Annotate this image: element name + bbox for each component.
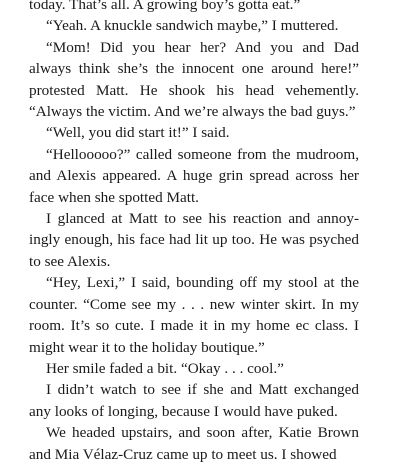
paragraph: We headed upstairs, and soon after, Katie Brown and Mia Vélaz-Cruz came up to meet us. I showed [29, 424, 359, 463]
paragraph: I didn’t watch to see if she and Matt exchanged any looks of longing, because I would have puked. [29, 381, 359, 420]
paragraph: “Hellooooo?” called someone from the mudroom, and Alexis appeared. A huge grin spread across her face when she spotted Matt. [29, 145, 359, 206]
paragraph: “Well, you did start it!” I said. [46, 124, 230, 142]
paragraph: “Hey, Lexi,” I said, bounding off my stool at the counter. “Come see my . . . new winter skirt. In my room. It’s so cute. I made it in my home ec class. I might wear it to the holiday boutique.” [29, 274, 359, 356]
paragraph: I glanced at Matt to see his reaction and annoyingly enough, his face had lit up too. He was psyched to see Alexis. [29, 210, 359, 270]
paragraph: today. That’s all. A growing boy’s gotta eat.” [29, 0, 301, 13]
paragraph: Her smile faded a bit. “Okay . . . cool.” [46, 359, 284, 377]
paragraph: “Mom! Did you hear her? And you and Dad always think she’s the innocent one around here!” protested Matt. He shook his head vehemently. “Always the victim. And we’re always the bad guys.” [29, 38, 359, 121]
paragraph: “Yeah. A knuckle sandwich maybe,” I muttered. [46, 17, 339, 35]
